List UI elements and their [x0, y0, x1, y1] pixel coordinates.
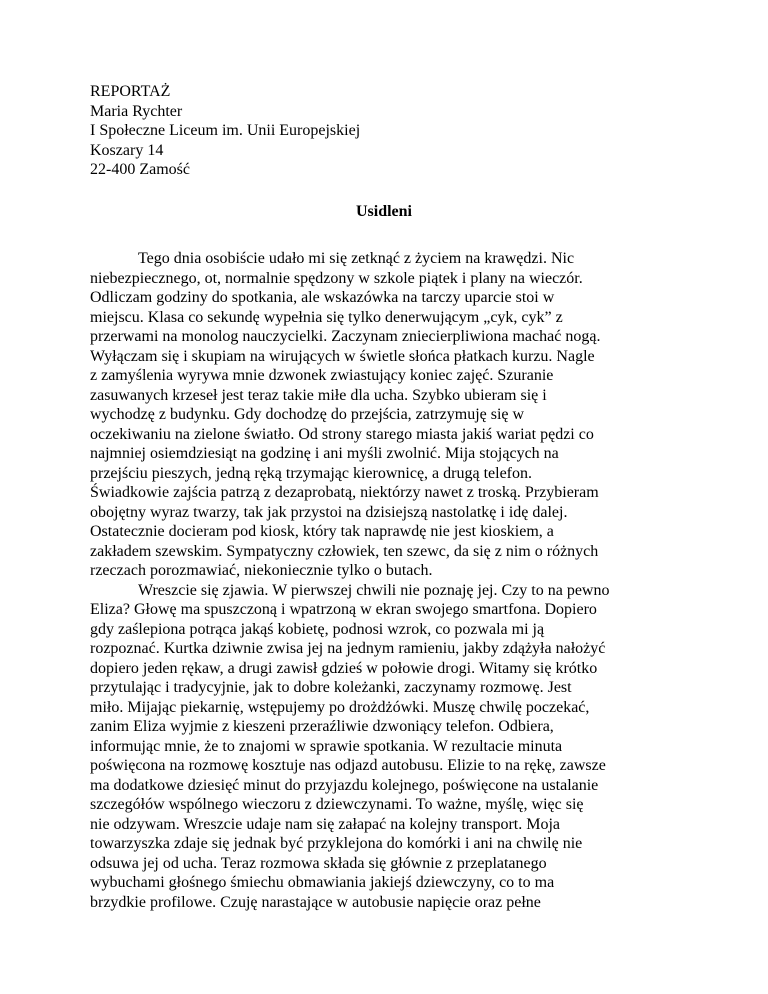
paragraph-line: Ostatecznie docieram pod kiosk, który tak naprawdę nie jest kioskiem, a	[90, 523, 554, 540]
paragraph-line: brzydkie profilowe. Czuję narastające w autobusie napięcie oraz pełne	[90, 893, 541, 911]
paragraph-line: dopiero jeden rękaw, a drugi zawisł gdzieś w połowie drogi. Witamy się krótko	[90, 659, 598, 677]
paragraph-line: niebezpiecznego, ot, normalnie spędzony w szkole piątek i plany na wieczór.	[90, 269, 583, 287]
paragraph-line: Odliczam godziny do spotkania, ale wskazówka na tarczy uparcie stoi w	[90, 289, 555, 306]
paragraph-line: rozpoznać. Kurtka dziwnie zwisa jej na jednym ramieniu, jakby zdążyła nałożyć	[90, 640, 606, 657]
paragraph-line: zasuwanych krzeseł jest teraz takie miłe dla ucha. Szybko ubieram się i	[90, 386, 547, 404]
paragraph-line: rzeczach porozmawiać, niekoniecznie tylko o butach.	[90, 562, 433, 579]
paragraph-line: oczekiwaniu na zielone światło. Od strony starego miasta jakiś wariat pędzi co	[90, 425, 594, 443]
paragraph-line: przytulając i tradycyjnie, jak to dobre koleżanki, zaczynamy rozmowę. Jest	[90, 679, 572, 696]
header-line-genre: REPORTAŻ	[90, 83, 171, 100]
header-line-street: Koszary 14	[90, 141, 164, 159]
document-body	[90, 249, 609, 912]
paragraph-line: odsuwa jej od ucha. Teraz rozmowa składa się głównie z przeplatanego	[90, 854, 547, 872]
header-line-city: 22-400 Zamość	[90, 161, 190, 178]
paragraph-line: wybuchami głośnego śmiechu obmawiania jakiejś dziewczyny, co to ma	[90, 874, 555, 891]
document-title: Usidleni	[355, 203, 412, 220]
paragraph	[90, 581, 609, 913]
paragraph-line: ma dodatkowe dziesięć minut do przyjazdu kolejnego, poświęcone na ustalanie	[90, 776, 599, 794]
paragraph-line: przerwami na monolog nauczycielki. Zaczynam zniecierpliwiona machać nogą.	[90, 328, 601, 345]
paragraph-line: nie odzywam. Wreszcie udaje nam się załapać na kolejny transport. Moja	[90, 815, 560, 833]
paragraph-line: obojętny wyraz twarzy, tak jak przystoi na dzisiejszą nastolatkę i idę dalej.	[90, 503, 568, 521]
paragraph-line: zakładem szewskim. Sympatyczny człowiek, ten szewc, da się z nim o różnych	[90, 542, 599, 560]
paragraph-line: towarzyszka zdaje się jednak być przyklejona do komórki i ani na chwilę nie	[90, 835, 583, 852]
paragraph-line: Eliza? Głowę ma spuszczoną i wpatrzoną w ekran swojego smartfona. Dopiero	[90, 601, 597, 618]
paragraph-line: poświęcona na rozmowę kosztuje nas odjazd autobusu. Elizie to na rękę, zawsze	[90, 757, 606, 774]
header-line-author: Maria Rychter	[90, 102, 183, 120]
paragraph-line: najmniej osiemdziesiąt na godzinę i ani myśli zwolnić. Mija stojących na	[90, 445, 559, 462]
paragraph-line: z zamyślenia wyrywa mnie dzwonek zwiastujący koniec zajęć. Szuranie	[90, 367, 554, 384]
paragraph-line: miejscu. Klasa co sekundę wypełnia się tylko denerwującym „cyk, cyk” z	[90, 308, 563, 326]
header-line-school: I Społeczne Liceum im. Unii Europejskiej	[90, 122, 361, 139]
author-header	[90, 82, 360, 180]
paragraph-line: zanim Eliza wyjmie z kieszeni przeraźliwie dzwoniący telefon. Odbiera,	[90, 718, 554, 735]
paragraph	[90, 249, 609, 581]
paragraph-line: szczegółów wspólnego wieczoru z dziewczynami. To ważne, myślę, więc się	[90, 796, 584, 813]
paragraph-line: przejściu pieszych, jedną ręką trzymając kierownicę, a drugą telefon.	[90, 464, 533, 482]
paragraph-line: gdy zaślepiona potrąca jakąś kobietę, podnosi wzrok, co pozwala mi ją	[90, 620, 545, 638]
paragraph-line: Tego dnia osobiście udało mi się zetknąć z życiem na krawędzi. Nic	[138, 250, 575, 267]
paragraph-line: Wreszcie się zjawia. W pierwszej chwili nie poznaję jej. Czy to na pewno	[138, 581, 610, 599]
paragraph-line: Wyłączam się i skupiam na wirujących w świetle słońca płatkach kurzu. Nagle	[90, 347, 595, 365]
paragraph-line: miło. Mijając piekarnię, wstępujemy po drożdżówki. Muszę chwilę poczekać,	[90, 698, 590, 716]
paragraph-line: wychodzę z budynku. Gdy dochodzę do przejścia, zatrzymuję się w	[90, 406, 525, 423]
paragraph-line: Świadkowie zajścia patrzą z dezaprobatą, niektórzy nawet z troską. Przybieram	[90, 484, 599, 501]
paragraph-line: informując mnie, że to znajomi w sprawie spotkania. W rezultacie minuta	[90, 737, 563, 755]
